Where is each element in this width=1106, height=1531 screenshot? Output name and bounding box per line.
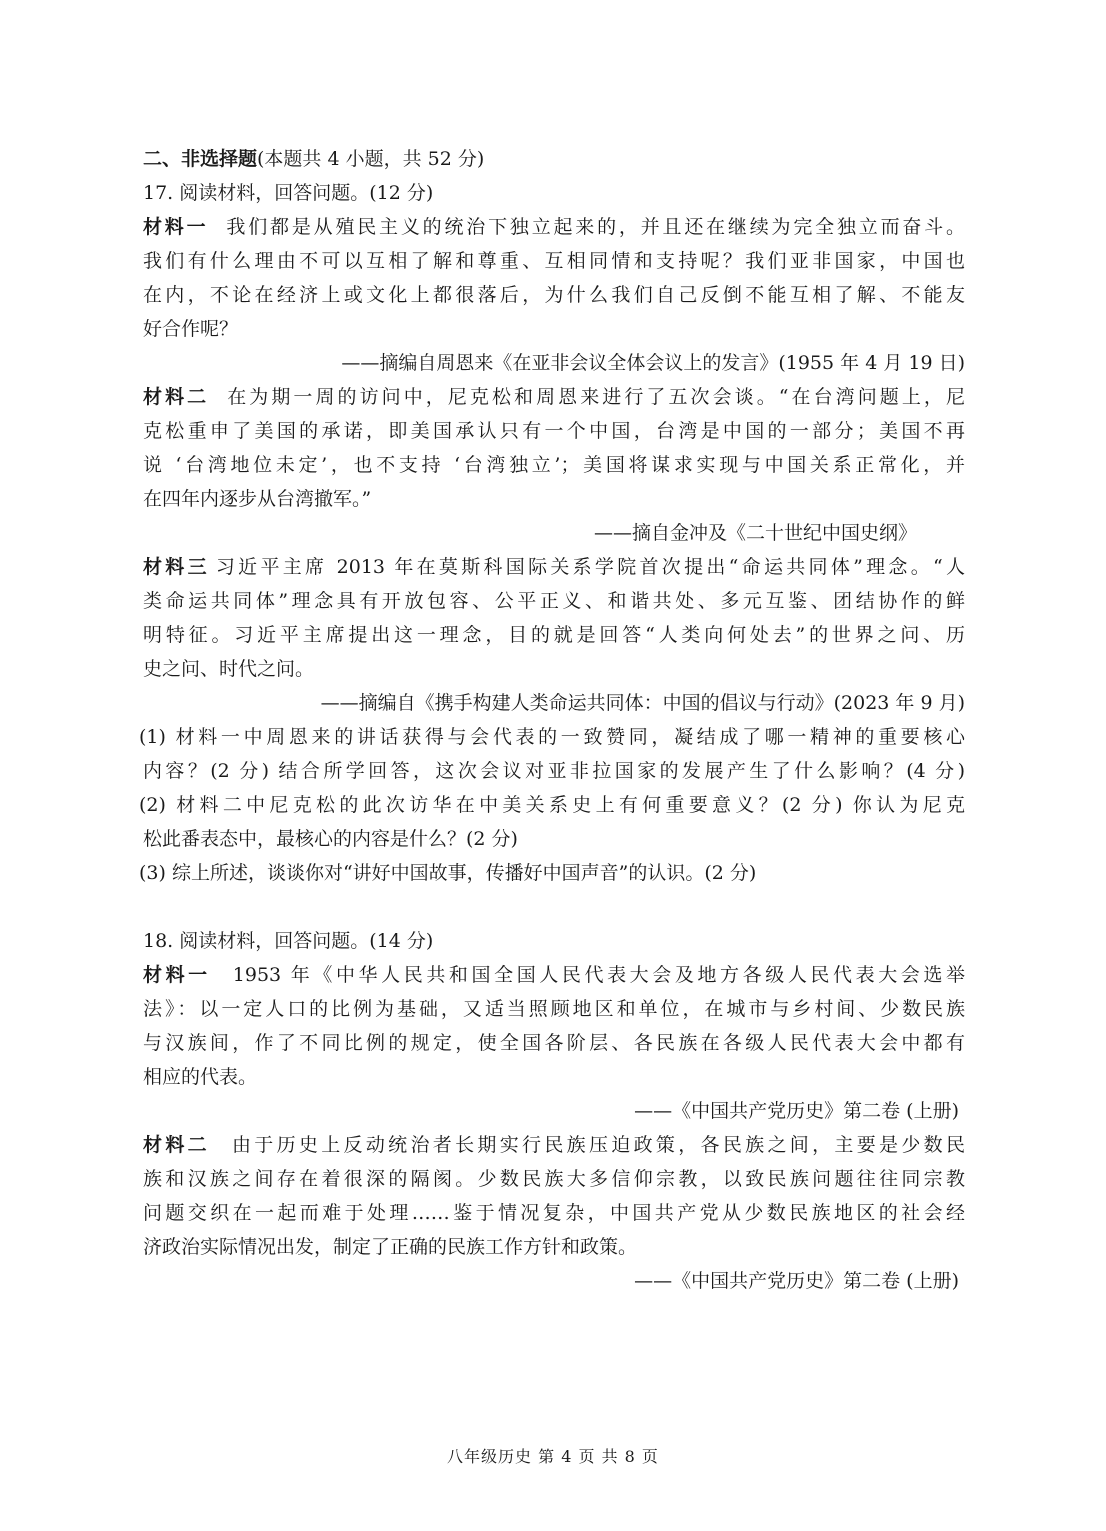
q18-material-2 <box>143 1128 965 1298</box>
material-text: 克松重申了美国的承诺，即美国承认只有一个中国，台湾是中国的一部分；美国不再 <box>143 420 965 442</box>
section-title <box>143 142 965 176</box>
material-text: 好合作呢？ <box>143 318 239 340</box>
material-text: 由于历史上反动统治者长期实行民族压迫政策，各民族之间，主要是少数民 <box>231 1134 965 1156</box>
material-text: 族和汉族之间存在着很深的隔阂。少数民族大多信仰宗教，以致民族问题往往同宗教 <box>143 1168 965 1190</box>
material-source: ——摘编自《携手构建人类命运共同体：中国的倡议与行动》(2023 年 9 月) <box>320 692 965 714</box>
material-text: 史之问、时代之问。 <box>143 658 315 680</box>
material-label: 材料二 <box>143 1134 210 1156</box>
material-text: 1953 年《中华人民共和国全国人民代表大会及地方各级人民代表大会选举 <box>232 964 965 986</box>
subquestion-3: (3) 综上所述，谈谈你对“讲好中国故事，传播好中国声音”的认识。(2 分) <box>139 862 757 884</box>
q17-material-3 <box>143 550 965 720</box>
material-text: 习近平主席 2013 年在莫斯科国际关系学院首次提出“命运共同体”理念。“人 <box>215 556 965 578</box>
section-title-rest: (本题共 4 小题，共 52 分) <box>257 148 485 170</box>
q18-material-1 <box>143 958 965 1128</box>
subquestion-1-cont: 内容？(2 分) 结合所学回答，这次会议对亚非拉国家的发展产生了什么影响？(4 分) <box>143 760 965 782</box>
q18-title: 18. 阅读材料，回答问题。(14 分) <box>143 930 434 952</box>
material-text: 在内，不论在经济上或文化上都很落后，为什么我们自己反倒不能互相了解、不能友 <box>143 284 965 306</box>
page-footer: 八年级历史 第 4 页 共 8 页 <box>447 1447 659 1466</box>
page-content <box>139 142 965 1298</box>
subquestion-2: (2) 材料二中尼克松的此次访华在中美关系史上有何重要意义？(2 分) 你认为尼克 <box>139 794 965 816</box>
subquestion-2-cont: 松此番表态中，最核心的内容是什么？(2 分) <box>143 828 518 850</box>
material-text: 我们都是从殖民主义的统治下独立起来的，并且还在继续为完全独立而奋斗。 <box>226 216 965 238</box>
q17-subquestions <box>139 720 965 890</box>
material-text: 济政治实际情况出发，制定了正确的民族工作方针和政策。 <box>143 1236 638 1258</box>
q17-material-1 <box>143 210 965 380</box>
material-text: 我们有什么理由不可以互相了解和尊重、互相同情和支持呢？我们亚非国家，中国也 <box>143 250 965 272</box>
material-text: 说 ‘台湾地位未定’，也不支持 ‘台湾独立’；美国将谋求实现与中国关系正常化，并 <box>143 454 965 476</box>
material-label: 材料一 <box>143 964 211 986</box>
material-text: 与汉族间，作了不同比例的规定，使全国各阶层、各民族在各级人民代表大会中都有 <box>143 1032 965 1054</box>
material-text: 相应的代表。 <box>143 1066 258 1088</box>
material-source: ——《中国共产党历史》第二卷 (上册) <box>634 1270 959 1292</box>
material-text: 类命运共同体”理念具有开放包容、公平正义、和谐共处、多元互鉴、团结协作的鲜 <box>143 590 965 612</box>
material-source: ——摘自金冲及《二十世纪中国史纲》 <box>593 522 917 544</box>
q17-title: 17. 阅读材料，回答问题。(12 分) <box>143 182 434 204</box>
material-text: 明特征。习近平主席提出这一理念，目的就是回答“人类向何处去”的世界之问、历 <box>143 624 965 646</box>
material-label: 材料三 <box>143 556 210 578</box>
material-source: ——《中国共产党历史》第二卷 (上册) <box>634 1100 959 1122</box>
subquestion-1: (1) 材料一中周恩来的讲话获得与会代表的一致赞同，凝结成了哪一精神的重要核心 <box>139 726 965 748</box>
material-label: 材料二 <box>143 386 210 408</box>
q17-material-2 <box>143 380 965 550</box>
material-source: ——摘编自周恩来《在亚非会议全体会议上的发言》(1955 年 4 月 19 日) <box>341 352 965 374</box>
material-text: 在四年内逐步从台湾撤军。” <box>143 488 372 510</box>
material-label: 材料一 <box>143 216 209 238</box>
section-title-bold: 二、非选择题 <box>143 148 258 170</box>
material-text: 法》：以一定人口的比例为基础，又适当照顾地区和单位，在城市与乡村间、少数民族 <box>143 998 965 1020</box>
material-text: 在为期一周的访问中，尼克松和周恩来进行了五次会谈。“在台湾问题上，尼 <box>227 386 965 408</box>
spacer <box>143 890 965 924</box>
material-text: 问题交织在一起而难于处理……鉴于情况复杂，中国共产党从少数民族地区的社会经 <box>143 1202 965 1224</box>
